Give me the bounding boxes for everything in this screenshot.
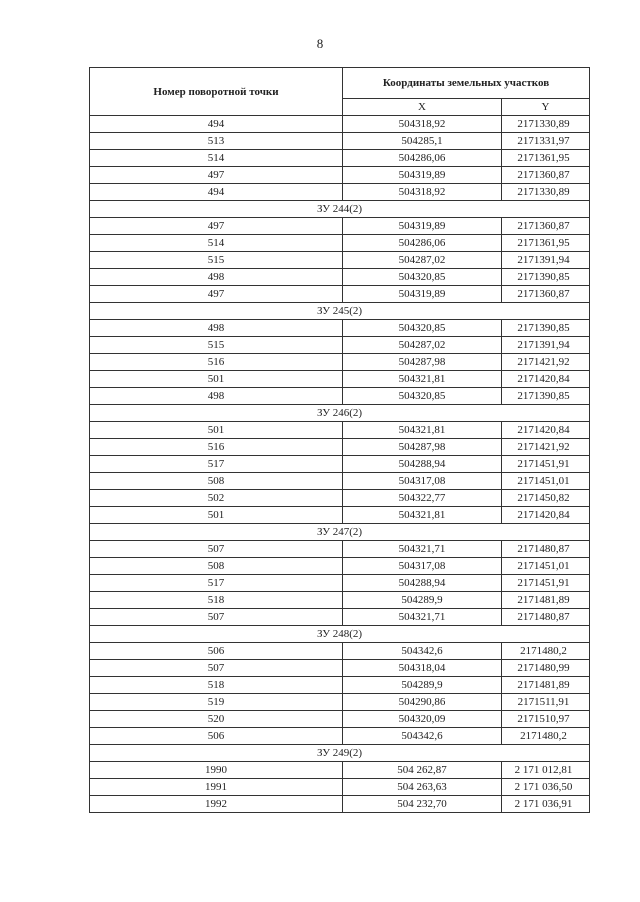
table-row (90, 541, 590, 558)
point-number-cell: 516 (90, 354, 343, 371)
point-number-cell: 515 (90, 337, 343, 354)
group-title-row (90, 303, 590, 320)
group-title: ЗУ 246(2) (90, 405, 590, 422)
group-title: ЗУ 247(2) (90, 524, 590, 541)
y-coordinate-cell: 2171451,91 (502, 456, 590, 473)
y-coordinate-cell: 2171360,87 (502, 286, 590, 303)
point-number-cell: 494 (90, 116, 343, 133)
coordinates-header: Координаты земельных участков (343, 68, 590, 99)
coordinates-table (89, 67, 590, 813)
x-coordinate-cell: 504317,08 (343, 473, 502, 490)
point-number-cell: 508 (90, 558, 343, 575)
table-row (90, 711, 590, 728)
y-coordinate-cell: 2171451,01 (502, 473, 590, 490)
x-column-header: X (343, 99, 502, 116)
y-coordinate-cell: 2171511,91 (502, 694, 590, 711)
x-coordinate-cell: 504289,9 (343, 592, 502, 609)
y-coordinate-cell: 2171360,87 (502, 218, 590, 235)
table-row (90, 133, 590, 150)
point-number-cell: 497 (90, 167, 343, 184)
y-coordinate-cell: 2171391,94 (502, 252, 590, 269)
point-number-cell: 507 (90, 609, 343, 626)
x-coordinate-cell: 504321,81 (343, 422, 502, 439)
y-coordinate-cell: 2171361,95 (502, 235, 590, 252)
coordinates-table-body (90, 116, 590, 813)
point-number-cell: 520 (90, 711, 343, 728)
x-coordinate-cell: 504286,06 (343, 235, 502, 252)
point-number-cell: 1992 (90, 796, 343, 813)
point-number-cell: 501 (90, 371, 343, 388)
y-coordinate-cell: 2171480,87 (502, 609, 590, 626)
point-number-cell: 513 (90, 133, 343, 150)
y-coordinate-cell: 2171451,91 (502, 575, 590, 592)
point-number-cell: 518 (90, 677, 343, 694)
point-number-cell: 516 (90, 439, 343, 456)
table-row (90, 320, 590, 337)
x-coordinate-cell: 504320,85 (343, 320, 502, 337)
x-coordinate-cell: 504287,98 (343, 439, 502, 456)
point-number-cell: 514 (90, 150, 343, 167)
x-coordinate-cell: 504319,89 (343, 167, 502, 184)
x-coordinate-cell: 504321,81 (343, 371, 502, 388)
y-coordinate-cell: 2171480,87 (502, 541, 590, 558)
x-coordinate-cell: 504287,02 (343, 337, 502, 354)
y-coordinate-cell: 2171481,89 (502, 592, 590, 609)
y-coordinate-cell: 2171361,95 (502, 150, 590, 167)
point-number-cell: 494 (90, 184, 343, 201)
x-coordinate-cell: 504287,02 (343, 252, 502, 269)
point-number-cell: 518 (90, 592, 343, 609)
y-coordinate-cell: 2171421,92 (502, 354, 590, 371)
table-row (90, 456, 590, 473)
x-coordinate-cell: 504288,94 (343, 575, 502, 592)
y-coordinate-cell: 2171451,01 (502, 558, 590, 575)
page-number: 8 (316, 36, 324, 51)
y-coordinate-cell: 2171390,85 (502, 388, 590, 405)
group-title-row (90, 745, 590, 762)
point-number-cell: 517 (90, 575, 343, 592)
x-coordinate-cell: 504286,06 (343, 150, 502, 167)
y-coordinate-cell: 2171421,92 (502, 439, 590, 456)
table-row (90, 592, 590, 609)
point-number-cell: 507 (90, 541, 343, 558)
x-coordinate-cell: 504290,86 (343, 694, 502, 711)
x-coordinate-cell: 504285,1 (343, 133, 502, 150)
table-row (90, 490, 590, 507)
x-coordinate-cell: 504320,09 (343, 711, 502, 728)
y-coordinate-cell: 2171390,85 (502, 320, 590, 337)
table-row (90, 218, 590, 235)
y-coordinate-cell: 2171420,84 (502, 422, 590, 439)
y-coordinate-cell: 2 171 036,91 (502, 796, 590, 813)
group-title-row (90, 405, 590, 422)
point-number-cell: 507 (90, 660, 343, 677)
x-coordinate-cell: 504318,92 (343, 116, 502, 133)
y-coordinate-cell: 2 171 036,50 (502, 779, 590, 796)
x-coordinate-cell: 504318,04 (343, 660, 502, 677)
x-coordinate-cell: 504321,71 (343, 541, 502, 558)
x-coordinate-cell: 504320,85 (343, 269, 502, 286)
group-title: ЗУ 249(2) (90, 745, 590, 762)
x-coordinate-cell: 504318,92 (343, 184, 502, 201)
table-row (90, 779, 590, 796)
point-number-cell: 498 (90, 269, 343, 286)
table-row (90, 473, 590, 490)
x-coordinate-cell: 504322,77 (343, 490, 502, 507)
group-title-row (90, 201, 590, 218)
point-number-cell: 1990 (90, 762, 343, 779)
table-row (90, 660, 590, 677)
point-number-cell: 506 (90, 643, 343, 660)
group-title-row (90, 626, 590, 643)
x-coordinate-cell: 504 232,70 (343, 796, 502, 813)
table-row (90, 422, 590, 439)
point-number-cell: 497 (90, 218, 343, 235)
y-coordinate-cell: 2171360,87 (502, 167, 590, 184)
x-coordinate-cell: 504320,85 (343, 388, 502, 405)
y-coordinate-cell: 2171420,84 (502, 507, 590, 524)
table-row (90, 354, 590, 371)
y-coordinate-cell: 2171330,89 (502, 184, 590, 201)
table-row (90, 252, 590, 269)
table-row (90, 439, 590, 456)
y-coordinate-cell: 2171480,2 (502, 728, 590, 745)
x-coordinate-cell: 504342,6 (343, 643, 502, 660)
y-coordinate-cell: 2171420,84 (502, 371, 590, 388)
x-coordinate-cell: 504321,81 (343, 507, 502, 524)
table-row (90, 235, 590, 252)
table-row (90, 796, 590, 813)
y-coordinate-cell: 2171390,85 (502, 269, 590, 286)
point-number-cell: 515 (90, 252, 343, 269)
group-title-row (90, 524, 590, 541)
x-coordinate-cell: 504 262,87 (343, 762, 502, 779)
y-column-header: Y (502, 99, 590, 116)
table-row (90, 167, 590, 184)
table-row (90, 728, 590, 745)
point-number-cell: 498 (90, 388, 343, 405)
y-coordinate-cell: 2 171 012,81 (502, 762, 590, 779)
point-number-cell: 497 (90, 286, 343, 303)
x-coordinate-cell: 504 263,63 (343, 779, 502, 796)
point-number-cell: 506 (90, 728, 343, 745)
x-coordinate-cell: 504342,6 (343, 728, 502, 745)
table-row (90, 337, 590, 354)
table-row (90, 116, 590, 133)
table-row (90, 286, 590, 303)
table-row (90, 762, 590, 779)
table-row (90, 677, 590, 694)
point-number-cell: 501 (90, 507, 343, 524)
y-coordinate-cell: 2171331,97 (502, 133, 590, 150)
x-coordinate-cell: 504319,89 (343, 286, 502, 303)
point-number-cell: 498 (90, 320, 343, 337)
table-row (90, 184, 590, 201)
y-coordinate-cell: 2171481,89 (502, 677, 590, 694)
x-coordinate-cell: 504319,89 (343, 218, 502, 235)
x-coordinate-cell: 504288,94 (343, 456, 502, 473)
point-number-cell: 514 (90, 235, 343, 252)
y-coordinate-cell: 2171330,89 (502, 116, 590, 133)
table-row (90, 643, 590, 660)
group-title: ЗУ 244(2) (90, 201, 590, 218)
point-number-cell: 519 (90, 694, 343, 711)
y-coordinate-cell: 2171510,97 (502, 711, 590, 728)
group-title: ЗУ 245(2) (90, 303, 590, 320)
table-row (90, 269, 590, 286)
x-coordinate-cell: 504317,08 (343, 558, 502, 575)
point-number-cell: 508 (90, 473, 343, 490)
x-coordinate-cell: 504289,9 (343, 677, 502, 694)
x-coordinate-cell: 504321,71 (343, 609, 502, 626)
point-number-cell: 502 (90, 490, 343, 507)
point-number-cell: 501 (90, 422, 343, 439)
y-coordinate-cell: 2171480,99 (502, 660, 590, 677)
y-coordinate-cell: 2171480,2 (502, 643, 590, 660)
table-row (90, 609, 590, 626)
table-row (90, 694, 590, 711)
y-coordinate-cell: 2171391,94 (502, 337, 590, 354)
table-row (90, 575, 590, 592)
table-row (90, 371, 590, 388)
table-row (90, 558, 590, 575)
group-title: ЗУ 248(2) (90, 626, 590, 643)
y-coordinate-cell: 2171450,82 (502, 490, 590, 507)
point-number-header: Номер поворотной точки (90, 68, 343, 116)
point-number-cell: 1991 (90, 779, 343, 796)
table-row (90, 388, 590, 405)
point-number-cell: 517 (90, 456, 343, 473)
x-coordinate-cell: 504287,98 (343, 354, 502, 371)
table-row (90, 150, 590, 167)
table-row (90, 507, 590, 524)
